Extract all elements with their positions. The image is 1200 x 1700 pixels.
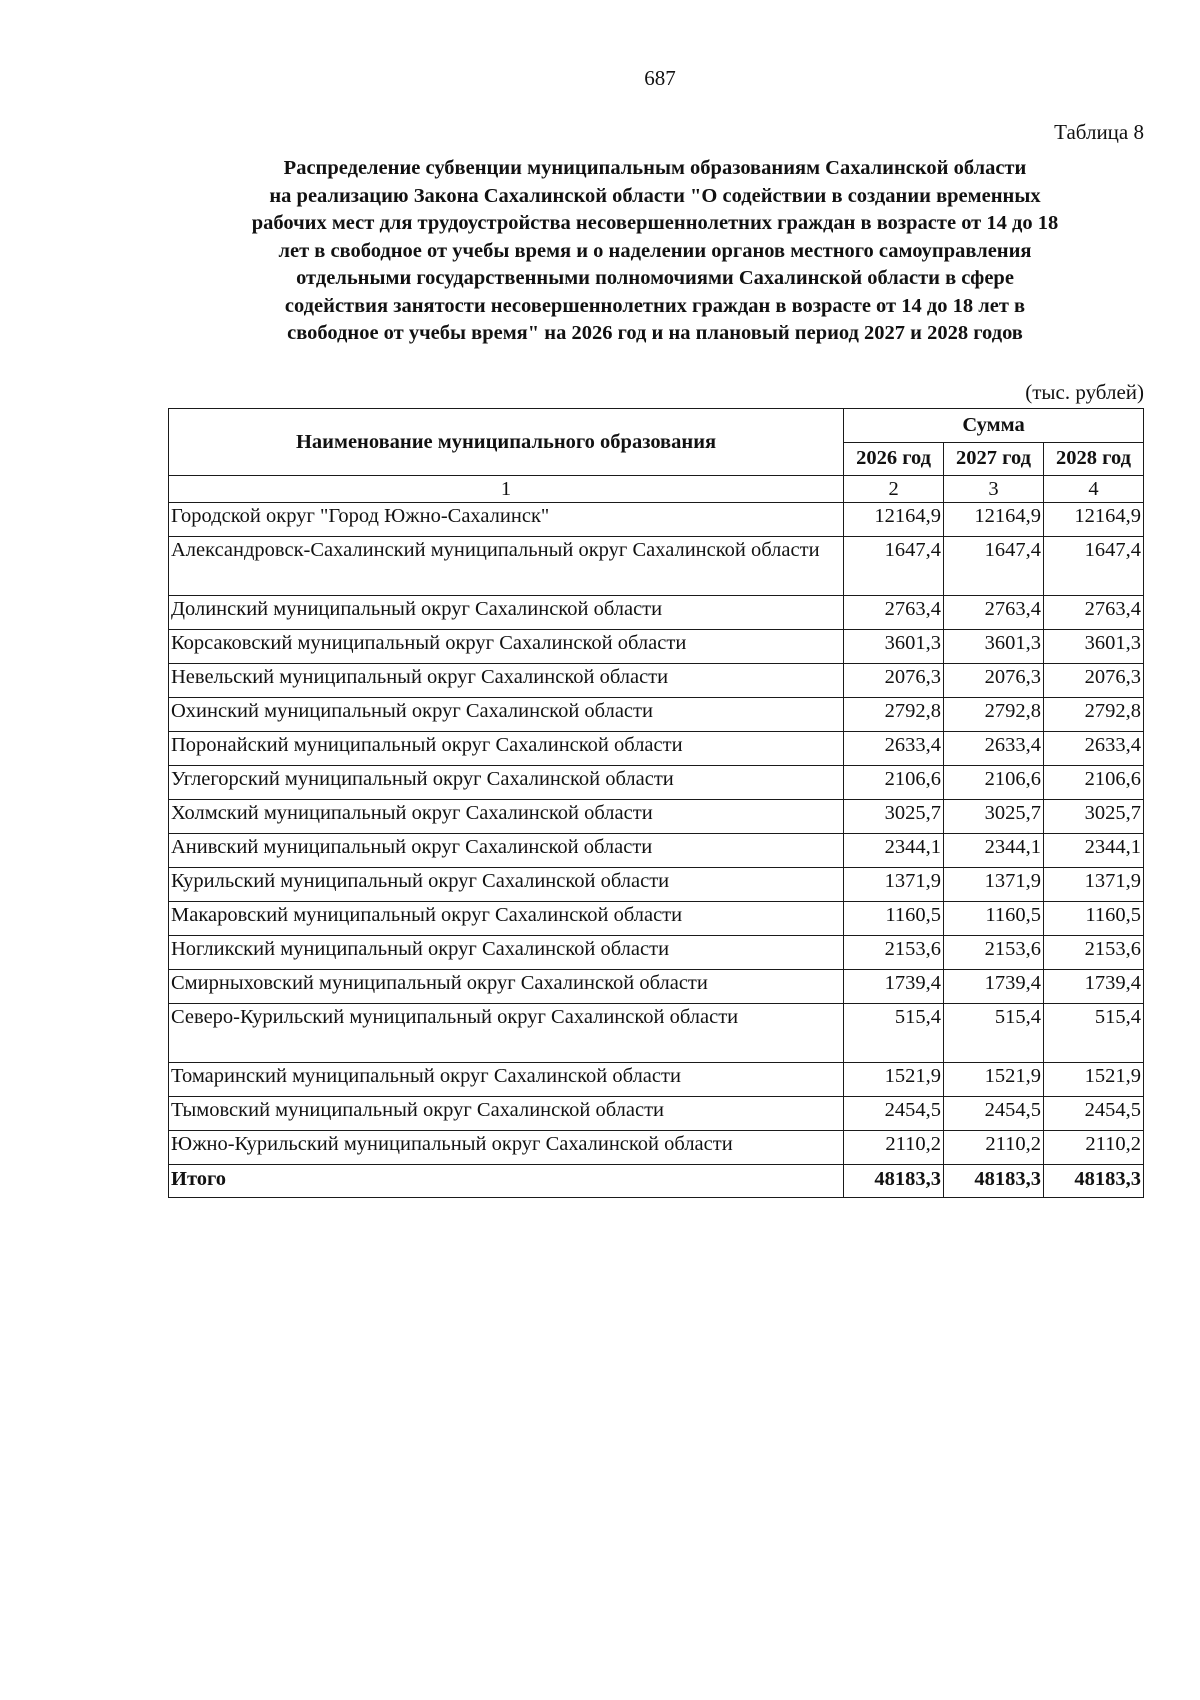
amount-2027: 2076,3 (944, 664, 1044, 698)
title-line: содействия занятости несовершеннолетних граждан в возрасте от 14 до 18 лет в (284, 294, 1026, 317)
municipality-name: Северо-Курильский муниципальный округ Сахалинской области (169, 1004, 844, 1063)
amount-2026: 1647,4 (844, 537, 944, 596)
municipality-name: Томаринский муниципальный округ Сахалинской области (169, 1063, 844, 1097)
amount-2027: 2763,4 (944, 596, 1044, 630)
municipality-name: Александровск-Сахалинский муниципальный округ Сахалинской области (169, 537, 844, 596)
total-value-2027: 48183,3 (944, 1165, 1044, 1198)
header-row (169, 409, 1144, 443)
amount-2026: 1521,9 (844, 1063, 944, 1097)
title-line: Распределение субвенции муниципальным образованиям Сахалинской области (283, 157, 1027, 179)
amount-2028: 2454,5 (1044, 1097, 1144, 1131)
amount-2027: 1160,5 (944, 902, 1044, 936)
municipality-name: Охинский муниципальный округ Сахалинской области (169, 698, 844, 732)
municipality-name: Корсаковский муниципальный округ Сахалинской области (169, 630, 844, 664)
amount-2027: 2792,8 (944, 698, 1044, 732)
amount-2028: 12164,9 (1044, 503, 1144, 537)
municipality-name: Курильский муниципальный округ Сахалинской области (169, 868, 844, 902)
header-year-2028: 2028 год (1044, 442, 1144, 476)
table-row (169, 1063, 1144, 1097)
amount-2026: 2106,6 (844, 766, 944, 800)
municipality-name: Долинский муниципальный округ Сахалинской области (169, 596, 844, 630)
amount-2028: 1647,4 (1044, 537, 1144, 596)
amount-2026: 2792,8 (844, 698, 944, 732)
total-value-2028: 48183,3 (1044, 1165, 1144, 1198)
amount-2027: 2106,6 (944, 766, 1044, 800)
header-name: Наименование муниципального образования (169, 409, 844, 476)
amount-2028: 1160,5 (1044, 902, 1144, 936)
amount-2028: 2792,8 (1044, 698, 1144, 732)
header-year-2026: 2026 год (844, 442, 944, 476)
header-sum: Сумма (844, 409, 1144, 443)
amount-2026: 1160,5 (844, 902, 944, 936)
table-row (169, 596, 1144, 630)
total-row (169, 1165, 1144, 1198)
amount-2026: 2633,4 (844, 732, 944, 766)
amount-2028: 3601,3 (1044, 630, 1144, 664)
municipality-name: Южно-Курильский муниципальный округ Сахалинской области (169, 1131, 844, 1165)
amount-2027: 1647,4 (944, 537, 1044, 596)
table-row (169, 766, 1144, 800)
table-row (169, 664, 1144, 698)
amount-2026: 1739,4 (844, 970, 944, 1004)
amount-2026: 2153,6 (844, 936, 944, 970)
amount-2028: 515,4 (1044, 1004, 1144, 1063)
table-row (169, 970, 1144, 1004)
table-row (169, 503, 1144, 537)
table-row (169, 800, 1144, 834)
title-line: отдельными государственными полномочиями Сахалинской области в сфере (296, 267, 1014, 289)
total-value-2026: 48183,3 (844, 1165, 944, 1198)
table-row (169, 834, 1144, 868)
table-row (169, 698, 1144, 732)
amount-2028: 1521,9 (1044, 1063, 1144, 1097)
amount-2027: 1371,9 (944, 868, 1044, 902)
column-number: 3 (944, 476, 1044, 503)
municipality-name: Углегорский муниципальный округ Сахалинской области (169, 766, 844, 800)
title-line: на реализацию Закона Сахалинской области "О содействии в создании временных (269, 184, 1041, 207)
units-label: (тыс. рублей) (1025, 380, 1144, 404)
municipality-name: Макаровский муниципальный округ Сахалинской области (169, 902, 844, 936)
table-row (169, 537, 1144, 596)
amount-2027: 2344,1 (944, 834, 1044, 868)
municipality-name: Невельский муниципальный округ Сахалинской области (169, 664, 844, 698)
amount-2027: 3601,3 (944, 630, 1044, 664)
amount-2026: 2076,3 (844, 664, 944, 698)
document-title (170, 155, 1140, 348)
amount-2028: 1739,4 (1044, 970, 1144, 1004)
amount-2027: 3025,7 (944, 800, 1044, 834)
municipality-name: Поронайский муниципальный округ Сахалинской области (169, 732, 844, 766)
municipality-name: Ногликский муниципальный округ Сахалинской области (169, 936, 844, 970)
amount-2026: 515,4 (844, 1004, 944, 1063)
allocation-table (168, 408, 1144, 1198)
total-label: Итого (169, 1165, 844, 1198)
amount-2027: 12164,9 (944, 503, 1044, 537)
table-row (169, 1097, 1144, 1131)
amount-2028: 2076,3 (1044, 664, 1144, 698)
table-row (169, 630, 1144, 664)
amount-2027: 1739,4 (944, 970, 1044, 1004)
column-number: 4 (1044, 476, 1144, 503)
amount-2028: 2633,4 (1044, 732, 1144, 766)
amount-2027: 2110,2 (944, 1131, 1044, 1165)
municipality-name: Смирныховский муниципальный округ Сахалинской области (169, 970, 844, 1004)
table-body (169, 503, 1144, 1165)
municipality-name: Городской округ "Город Южно-Сахалинск" (169, 503, 844, 537)
column-number: 2 (844, 476, 944, 503)
amount-2026: 12164,9 (844, 503, 944, 537)
table-row (169, 732, 1144, 766)
column-numbers-row (169, 476, 1144, 503)
amount-2028: 2110,2 (1044, 1131, 1144, 1165)
table-row (169, 1131, 1144, 1165)
municipality-name: Холмский муниципальный округ Сахалинской области (169, 800, 844, 834)
table-row (169, 868, 1144, 902)
amount-2028: 1371,9 (1044, 868, 1144, 902)
title-line: лет в свободное от учебы время и о наделении органов местного самоуправления (278, 239, 1032, 262)
amount-2027: 1521,9 (944, 1063, 1044, 1097)
amount-2028: 2106,6 (1044, 766, 1144, 800)
municipality-name: Тымовский муниципальный округ Сахалинской области (169, 1097, 844, 1131)
amount-2026: 1371,9 (844, 868, 944, 902)
amount-2026: 2344,1 (844, 834, 944, 868)
amount-2027: 515,4 (944, 1004, 1044, 1063)
table-label: Таблица 8 (1054, 120, 1144, 144)
amount-2028: 3025,7 (1044, 800, 1144, 834)
amount-2026: 3601,3 (844, 630, 944, 664)
page-number: 687 (644, 66, 676, 90)
table-row (169, 936, 1144, 970)
table-row (169, 1004, 1144, 1063)
amount-2027: 2633,4 (944, 732, 1044, 766)
amount-2027: 2153,6 (944, 936, 1044, 970)
column-number: 1 (169, 476, 844, 503)
table-row (169, 902, 1144, 936)
amount-2028: 2344,1 (1044, 834, 1144, 868)
title-line: свободное от учебы время" на 2026 год и на плановый период 2027 и 2028 годов (287, 322, 1023, 344)
amount-2027: 2454,5 (944, 1097, 1044, 1131)
title-line: рабочих мест для трудоустройства несовершеннолетних граждан в возрасте от 14 до 18 (251, 212, 1059, 234)
amount-2028: 2763,4 (1044, 596, 1144, 630)
amount-2026: 2454,5 (844, 1097, 944, 1131)
amount-2026: 2110,2 (844, 1131, 944, 1165)
amount-2026: 3025,7 (844, 800, 944, 834)
header-year-2027: 2027 год (944, 442, 1044, 476)
amount-2028: 2153,6 (1044, 936, 1144, 970)
amount-2026: 2763,4 (844, 596, 944, 630)
municipality-name: Анивский муниципальный округ Сахалинской области (169, 834, 844, 868)
